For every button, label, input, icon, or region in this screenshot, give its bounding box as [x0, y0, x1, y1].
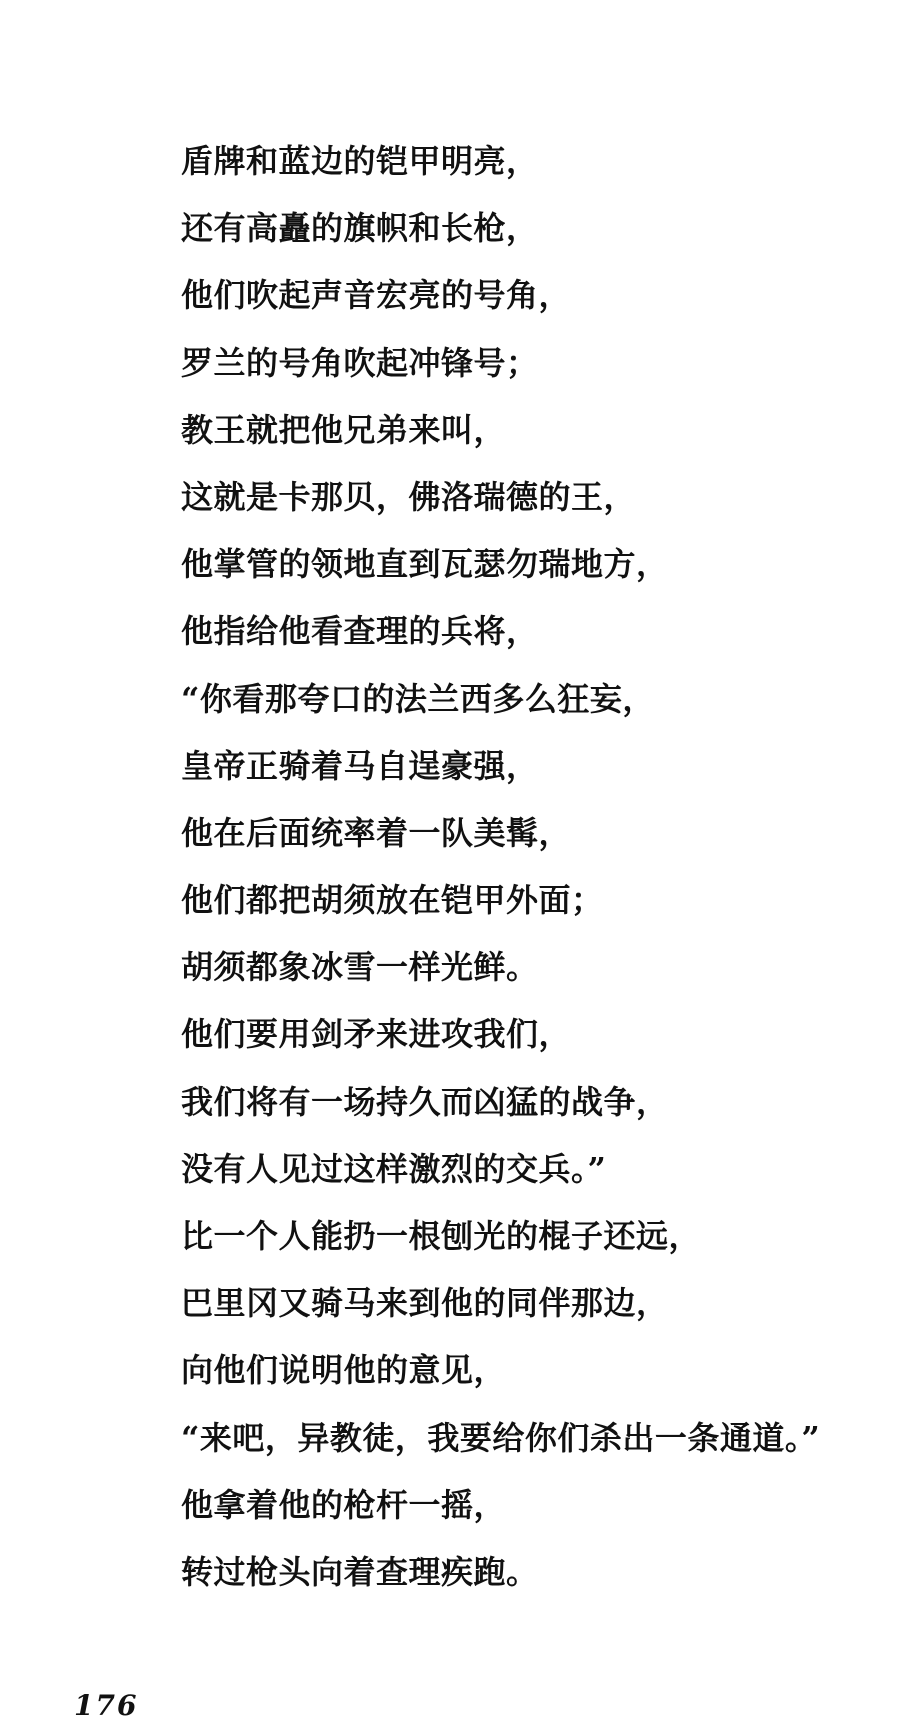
poem-line: 他指给他看查理的兵将，	[181, 612, 539, 651]
poem-line: 他们要用剑矛来进攻我们，	[181, 1015, 572, 1054]
page-number: 176	[74, 1689, 139, 1722]
poem-text	[181, 143, 820, 1621]
poem-line: 向他们说明他的意见，	[181, 1351, 507, 1390]
poem-line: 罗兰的号角吹起冲锋号；	[181, 343, 539, 382]
poem-line: 他掌管的领地直到瓦瑟勿瑞地方，	[181, 545, 669, 584]
poem-line: 我们将有一场持久而凶猛的战争，	[181, 1082, 669, 1121]
poem-line: “来吧，异教徒，我要给你们杀出一条通道。”	[181, 1418, 821, 1457]
poem-line: 他们都把胡须放在铠甲外面；	[181, 881, 604, 920]
poem-line: 这就是卡那贝，佛洛瑞德的王，	[181, 477, 637, 516]
poem-line: 还有高矗的旗帜和长枪，	[181, 209, 539, 248]
poem-line: 教王就把他兄弟来叫，	[181, 410, 507, 449]
poem-line: 他们吹起声音宏亮的号角，	[181, 276, 572, 315]
poem-line: “你看那夸口的法兰西多么狂妄，	[181, 679, 655, 718]
poem-line: 盾牌和蓝边的铠甲明亮，	[181, 142, 539, 180]
poem-line: 比一个人能扔一根刨光的棍子还远，	[181, 1217, 702, 1255]
poem-line: 巴里冈又骑马来到他的同伴那边，	[181, 1284, 669, 1323]
poem-line: 转过枪头向着查理疾跑。	[181, 1552, 539, 1591]
poem-line: 没有人见过这样激烈的交兵。”	[181, 1149, 607, 1188]
poem-line: 他在后面统率着一队美髯，	[181, 813, 572, 852]
poem-line: 他拿着他的枪杆一摇，	[181, 1485, 507, 1524]
poem-line: 胡须都象冰雪一样光鲜。	[181, 948, 539, 987]
poem-line: 皇帝正骑着马自逞豪强，	[181, 746, 539, 785]
